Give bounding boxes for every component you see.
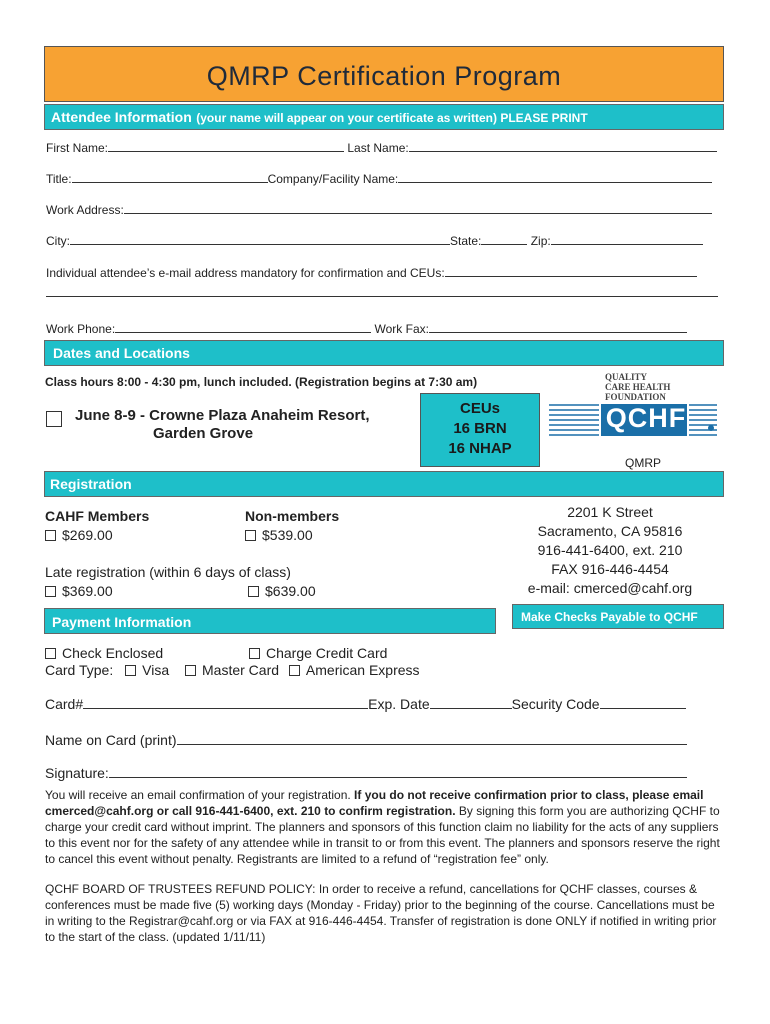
visa-label: Visa [142, 662, 170, 678]
work-phone-label: Work Phone: [46, 322, 116, 336]
city-label: City: [46, 234, 70, 248]
late-registration-label: Late registration (within 6 days of class) [45, 564, 291, 580]
address-phone: 916-441-6400, ext. 210 [537, 542, 683, 558]
city-field[interactable] [70, 232, 450, 245]
late-member-option[interactable] [45, 583, 113, 599]
name-row [46, 139, 717, 155]
first-name-field[interactable] [108, 139, 344, 152]
email-label: Individual attendee’s e-mail address mandatory for confirmation and CEUs: [46, 266, 445, 280]
payable-text: Make Checks Payable to QCHF [521, 610, 698, 624]
notice-emphasis: If you do not receive confirmation prior to class, please email cmerced@cahf.org or call 916-441-6400, ext. 210 to confirm registration. [45, 788, 704, 818]
last-name-label: Last Name: [347, 141, 409, 155]
attendee-section-header [44, 104, 724, 130]
late-member-checkbox[interactable] [45, 586, 56, 597]
members-label: CAHF Members [45, 508, 150, 524]
address-city: Sacramento, CA 95816 [537, 523, 683, 539]
email-field[interactable] [445, 264, 697, 277]
state-label: State: [450, 234, 482, 248]
ceus-box [420, 393, 540, 467]
exp-date-label: Exp. Date [368, 696, 430, 712]
address-row [46, 201, 712, 217]
registration-section-header [44, 471, 724, 497]
visa-option[interactable] [125, 662, 169, 678]
company-field[interactable] [398, 170, 712, 183]
late-nonmember-checkbox[interactable] [248, 586, 259, 597]
late-member-price: $369.00 [62, 583, 113, 599]
mastercard-option[interactable] [185, 662, 279, 678]
payment-section-header [44, 608, 496, 634]
security-code-field[interactable] [600, 696, 686, 709]
page-title: QMRP Certification Program [206, 61, 562, 91]
card-number-label: Card# [45, 696, 84, 712]
last-name-field[interactable] [409, 139, 717, 152]
card-type-label: Card Type: [45, 662, 114, 678]
check-enclosed-label: Check Enclosed [62, 645, 164, 661]
title-field[interactable] [72, 170, 268, 183]
nonmembers-price: $539.00 [262, 527, 313, 543]
title-banner [44, 46, 724, 102]
payment-heading: Payment Information [52, 614, 192, 630]
nonmembers-option[interactable] [245, 527, 313, 543]
amex-option[interactable] [289, 662, 420, 678]
visa-checkbox[interactable] [125, 665, 136, 676]
event-line-2: Garden Grove [153, 425, 254, 442]
address-email: e-mail: cmerced@cahf.org [527, 580, 693, 596]
address-fax: FAX 916-446-4454 [551, 561, 669, 577]
signature-row [45, 765, 687, 781]
notice-liability: By signing this form you are authorizing QCHF to charge your credit card without imprint. The planners and sponsors of this function claim no liability for the acts of any suppliers to this event nor for the safety of any attendee while in transit to or from this event. The planners and sponsors reserve the right to cancel this event without penalty. Registrants are limited to a refund of “registration fee” only. [45, 804, 720, 866]
city-row [46, 232, 703, 248]
email-field-line2[interactable] [46, 296, 718, 297]
qchf-logo: QUALITY CARE HEALTH FOUNDATION QCHF [549, 370, 719, 442]
members-option[interactable] [45, 527, 113, 543]
nonmembers-checkbox[interactable] [245, 530, 256, 541]
nonmembers-label: Non-members [245, 508, 340, 524]
title-row [46, 170, 712, 186]
work-fax-field[interactable] [429, 320, 687, 333]
work-address-field[interactable] [124, 201, 712, 214]
title-label: Title: [46, 172, 72, 186]
payable-banner [512, 604, 724, 629]
exp-date-field[interactable] [430, 696, 512, 709]
logo-wordmark: QCHF [605, 403, 687, 433]
amex-checkbox[interactable] [289, 665, 300, 676]
name-on-card-field[interactable] [177, 732, 687, 745]
state-field[interactable] [481, 232, 527, 245]
company-label: Company/Facility Name: [267, 172, 399, 186]
mastercard-label: Master Card [202, 662, 280, 678]
contact-address [505, 503, 715, 598]
event-line-1: June 8-9 - Crowne Plaza Anaheim Resort, [75, 407, 370, 424]
event-checkbox[interactable] [46, 411, 62, 427]
logo-caption: QMRP [625, 456, 661, 470]
charge-card-checkbox[interactable] [249, 648, 260, 659]
class-hours: Class hours 8:00 - 4:30 pm, lunch included. (Registration begins at 7:30 am) [45, 375, 478, 389]
card-type-row [45, 662, 420, 678]
dates-heading: Dates and Locations [53, 345, 190, 361]
ceus-brn: 16 BRN [453, 420, 507, 437]
confirmation-notice [45, 787, 725, 867]
name-on-card-row [45, 732, 687, 748]
dates-section-header [44, 340, 724, 366]
security-code-label: Security Code [511, 696, 600, 712]
work-phone-field[interactable] [115, 320, 371, 333]
card-number-field[interactable] [83, 696, 368, 709]
attendee-note: (your name will appear on your certificate as written) PLEASE PRINT [196, 111, 588, 125]
check-enclosed-option[interactable] [45, 645, 163, 661]
signature-label: Signature: [45, 765, 109, 781]
name-on-card-label: Name on Card (print) [45, 732, 177, 748]
zip-field[interactable] [551, 232, 703, 245]
ceus-title: CEUs [459, 400, 500, 417]
notice-intro: You will receive an email confirmation of your registration. [45, 788, 355, 802]
card-row [45, 696, 686, 712]
registration-heading: Registration [50, 476, 132, 492]
work-address-label: Work Address: [46, 203, 124, 217]
signature-field[interactable] [109, 765, 687, 778]
email-row [46, 264, 697, 280]
work-fax-label: Work Fax: [374, 322, 429, 336]
phone-row [46, 320, 687, 336]
check-enclosed-checkbox[interactable] [45, 648, 56, 659]
members-checkbox[interactable] [45, 530, 56, 541]
ceus-nhap: 16 NHAP [448, 440, 512, 457]
late-nonmember-price: $639.00 [265, 583, 316, 599]
charge-card-label: Charge Credit Card [266, 645, 388, 661]
charge-card-option[interactable] [249, 645, 387, 661]
amex-label: American Express [305, 662, 420, 678]
late-nonmember-option[interactable] [248, 583, 316, 599]
first-name-label: First Name: [46, 141, 109, 155]
zip-label: Zip: [530, 234, 551, 248]
mastercard-checkbox[interactable] [185, 665, 196, 676]
refund-policy: QCHF BOARD OF TRUSTEES REFUND POLICY: In order to receive a refund, cancellations for QCHF classes, courses & conferences must be made five (5) working days (Monday - Friday) prior to the beginning of the course. Cancellations must be in writing to the Registrar@cahf.org or via FAX at 916-446-4454. Transfer of registration is done ONLY if notified in writing prior to the start of the class. (updated 1/11/11) [45, 882, 717, 944]
attendee-heading: Attendee Information [51, 109, 192, 125]
address-street: 2201 K Street [567, 504, 653, 520]
members-price: $269.00 [62, 527, 113, 543]
